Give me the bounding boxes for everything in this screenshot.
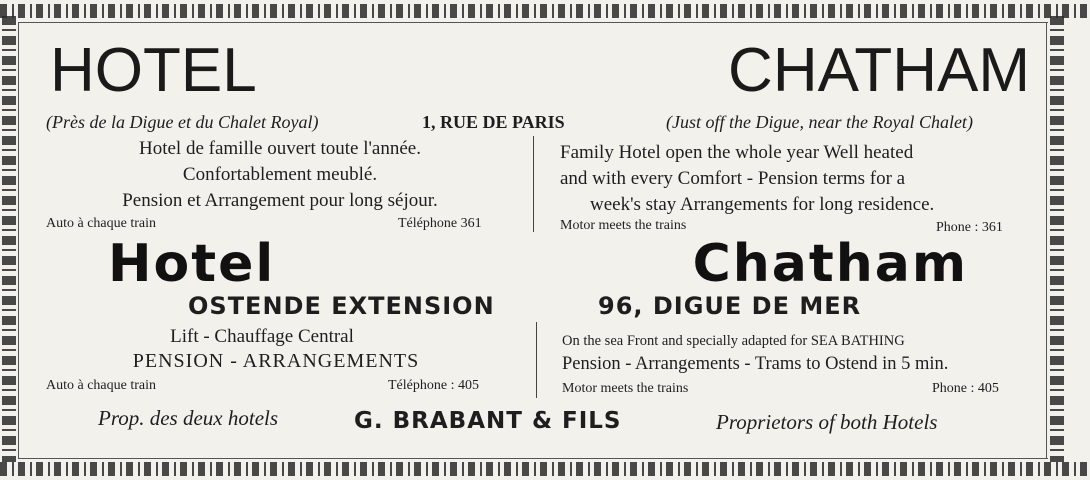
hotel2-title: Hotel Chatham xyxy=(108,234,968,294)
hotel2-address: 96, DIGUE DE MER xyxy=(598,292,862,320)
hotel1-fr-auto: Auto à chaque train xyxy=(46,216,157,231)
hotel2-en-phone: Phone : 405 xyxy=(932,381,999,396)
hotel2-fr-auto: Auto à chaque train xyxy=(46,378,157,393)
column-divider xyxy=(533,136,534,232)
hotel1-location-fr: (Près de la Digue et du Chalet Royal) xyxy=(46,112,319,132)
hotel1-title: HOTEL CHATHAM xyxy=(50,36,1030,105)
footer-prop-en: Proprietors of both Hotels xyxy=(716,410,938,434)
column-divider xyxy=(536,322,537,398)
frame-line-left xyxy=(18,22,19,458)
footer-proprietor: G. BRABANT & FILS xyxy=(354,408,622,434)
frame-line-bottom xyxy=(18,458,1048,459)
hotel1-en-line: Family Hotel open the whole year Well heated xyxy=(560,142,914,163)
hotel2-en-motor: Motor meets the trains xyxy=(562,381,689,396)
hotel2-fr-line: Lift - Chauffage Central xyxy=(170,326,354,347)
hotel1-en-line: and with every Comfort - Pension terms for a xyxy=(560,168,906,189)
hotel1-address: 1, RUE DE PARIS xyxy=(422,112,565,132)
hotel1-en-motor: Motor meets the trains xyxy=(560,218,687,233)
frame-line-top xyxy=(18,22,1048,23)
frame-line-right xyxy=(1046,22,1047,458)
decorative-border-top xyxy=(0,4,1090,18)
hotel1-location-en: (Just off the Digue, near the Royal Chalet) xyxy=(666,112,973,132)
hotel1-fr-line: Pension et Arrangement pour long séjour. xyxy=(122,190,438,211)
decorative-border-left xyxy=(2,16,16,462)
hotel2-location: OSTENDE EXTENSION xyxy=(188,292,495,320)
hotel1-en-line: week's stay Arrangements for long residence. xyxy=(590,194,935,215)
decorative-border-right xyxy=(1050,16,1064,462)
decorative-border-bottom xyxy=(0,462,1090,476)
hotel1-fr-line: Confortablement meublé. xyxy=(182,164,378,185)
hotel1-fr-phone: Téléphone 361 xyxy=(398,216,482,231)
hotel2-fr-line: PENSION - ARRANGEMENTS xyxy=(132,350,420,372)
hotel2-en-line: On the sea Front and specially adapted for SEA BATHING xyxy=(562,333,905,349)
footer-prop-fr: Prop. des deux hotels xyxy=(98,406,279,430)
hotel1-en-phone: Phone : 361 xyxy=(936,220,1003,235)
hotel2-fr-phone: Téléphone : 405 xyxy=(388,378,479,393)
hotel1-fr-line: Hotel de famille ouvert toute l'année. xyxy=(139,138,421,159)
hotel2-en-line: Pension - Arrangements - Trams to Ostend in 5 min. xyxy=(562,354,949,374)
